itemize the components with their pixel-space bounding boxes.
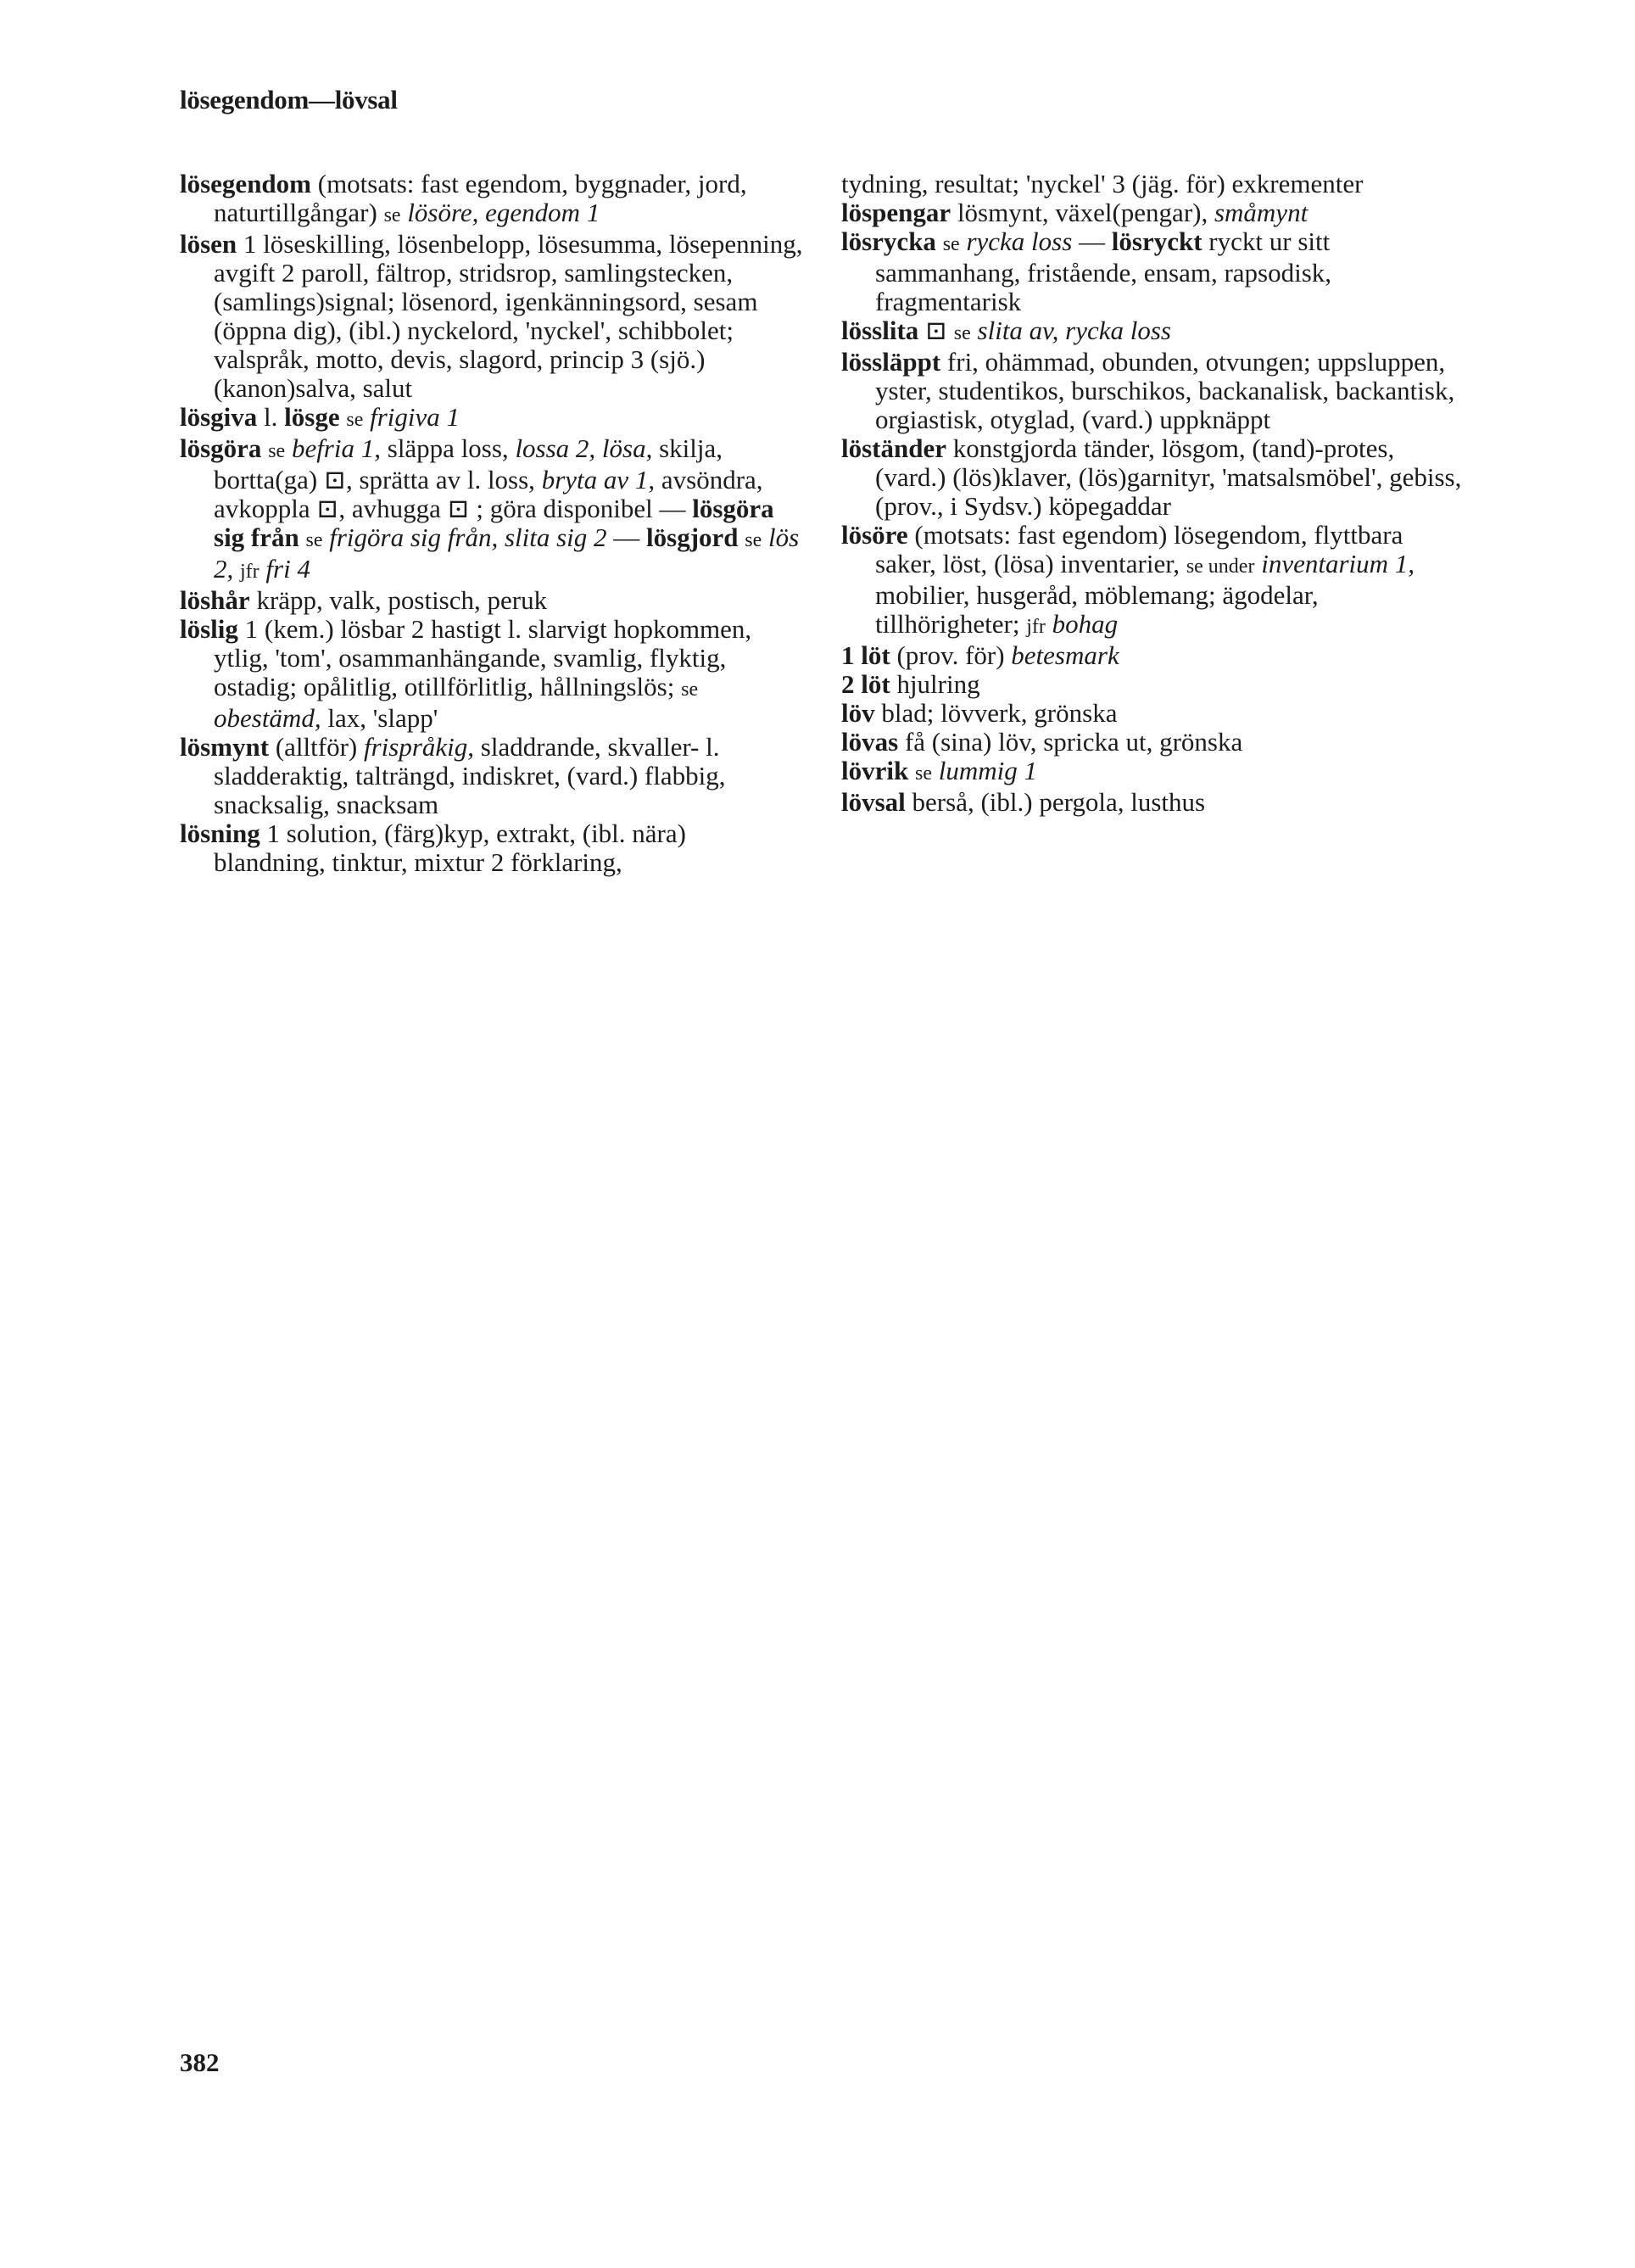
definition-text bbox=[971, 316, 978, 345]
italic-reference: lummig 1 bbox=[938, 756, 1037, 785]
definition-text: (alltför) bbox=[269, 732, 364, 762]
cross-reference-label: jfr bbox=[240, 561, 259, 583]
italic-reference: lös 2, bbox=[214, 522, 800, 584]
dictionary-entry bbox=[180, 586, 803, 615]
right-column bbox=[841, 170, 1465, 817]
definition-text: mobilier, husgeråd, möblemang; ägodelar, tillhörigheter; bbox=[875, 580, 1319, 639]
definition-text: (motsats: fast egendom) lösegendom, flyttbara saker, löst, (lösa) inventarier, bbox=[875, 520, 1403, 578]
dictionary-entry bbox=[180, 403, 803, 434]
italic-reference: lösöre, egendom 1 bbox=[407, 198, 600, 227]
definition-text: (prov. för) bbox=[890, 640, 1012, 670]
headword: lösmynt bbox=[180, 732, 270, 762]
definition-text: fri, ohämmad, obunden, otvungen; uppsluppen, yster, studentikos, burschikos, backanalisk, backantisk, orgiastisk, otyglad, (vard.) uppknäppt bbox=[875, 347, 1455, 434]
italic-reference: frispråkig, bbox=[363, 732, 475, 762]
dictionary-entry bbox=[841, 348, 1465, 434]
cross-reference-label: se bbox=[953, 322, 971, 344]
definition-text: konstgjorda tänder, lösgom, (tand)-protes, (vard.) (lös)klaver, (lös)garnityr, 'matsalsmöbel', gebiss, (prov., i Sydsv.) köpegaddar bbox=[875, 433, 1462, 521]
italic-reference: lossa 2, lösa, bbox=[515, 433, 653, 463]
headword: 1 löt bbox=[841, 640, 890, 670]
definition-text: ryckt ur sitt sammanhang, fristående, ensam, rapsodisk, fragmentarisk bbox=[875, 226, 1332, 316]
definition-text bbox=[936, 226, 943, 256]
definition-text: skilja, bortta(ga) ⊡, sprätta av l. loss, bbox=[214, 433, 723, 494]
headword: lösslita bbox=[841, 316, 919, 345]
headword: lövsal bbox=[841, 787, 906, 817]
italic-reference: obestämd, bbox=[214, 703, 321, 733]
headword: löv bbox=[841, 698, 875, 728]
headword: lösgjord bbox=[646, 522, 739, 552]
definition-text: släppa loss, bbox=[381, 433, 516, 463]
headword: lössläppt bbox=[841, 347, 941, 377]
dictionary-entry bbox=[841, 670, 1465, 699]
headword: lösgöra sig från bbox=[214, 494, 774, 552]
definition-text bbox=[1046, 609, 1052, 639]
cross-reference-label: se bbox=[268, 440, 286, 462]
dictionary-entry bbox=[841, 641, 1465, 670]
definition-text: ⊡ bbox=[918, 316, 954, 345]
headword: lösning bbox=[180, 818, 260, 848]
dictionary-entry bbox=[841, 227, 1465, 316]
dictionary-entry bbox=[180, 615, 803, 733]
italic-reference: befria 1, bbox=[291, 433, 381, 463]
italic-reference: bohag bbox=[1052, 609, 1119, 639]
italic-reference: inventarium 1, bbox=[1261, 549, 1415, 578]
headword: lösegendom bbox=[180, 169, 311, 198]
definition-text bbox=[932, 756, 939, 785]
definition-text: sladdrande, skvaller- l. sladderaktig, talträngd, indiskret, (vard.) flabbig, snacksalig, snacksam bbox=[214, 732, 726, 819]
definition-text: 1 solution, (färg)kyp, extrakt, (ibl. nära) blandning, tinktur, mixtur 2 förklaring, bbox=[214, 818, 686, 877]
dictionary-entry bbox=[841, 316, 1465, 348]
headword: lösöre bbox=[841, 520, 908, 550]
headword: löslig bbox=[180, 614, 238, 644]
dictionary-entry bbox=[841, 521, 1465, 641]
left-column bbox=[180, 170, 803, 877]
headword: 2 löt bbox=[841, 669, 890, 699]
definition-text bbox=[285, 433, 292, 463]
definition-text: kräpp, valk, postisch, peruk bbox=[249, 585, 548, 615]
headword: löshår bbox=[180, 585, 250, 615]
definition-text bbox=[908, 756, 915, 785]
cross-reference-label: se bbox=[681, 679, 699, 701]
italic-reference: småmynt bbox=[1214, 198, 1309, 227]
headword: lösryckt bbox=[1111, 226, 1203, 256]
definition-text bbox=[762, 522, 768, 552]
cross-reference-label: se bbox=[346, 409, 364, 431]
dictionary-entry bbox=[841, 434, 1465, 521]
definition-text: 1 löseskilling, lösenbelopp, lösesumma, lösepenning, avgift 2 paroll, fältrop, stridsrop, samlingstecken, (samlings)signal; lösenord, igenkänningsord, sesam (öppna dig), (ibl.) nyckelord, 'nyckel', schibbolet; valspråk, motto, devis, slagord, princip 3 (sjö.) (kanon)salva, salut bbox=[214, 229, 803, 403]
italic-reference: rycka loss bbox=[966, 226, 1073, 256]
definition-text: tydning, resultat; 'nyckel' 3 (jäg. för) exkrementer bbox=[841, 169, 1364, 198]
dictionary-entry bbox=[841, 170, 1465, 198]
definition-text: l. bbox=[257, 402, 285, 432]
definition-text bbox=[233, 554, 240, 584]
italic-reference: slita av, rycka loss bbox=[977, 316, 1171, 345]
cross-reference-label: se bbox=[942, 233, 960, 255]
italic-reference: fri 4 bbox=[265, 554, 310, 584]
definition-text: (motsats: fast egendom, byggnader, jord, naturtillgångar) bbox=[214, 169, 747, 227]
definition-text: få (sina) löv, spricka ut, grönska bbox=[898, 727, 1243, 757]
headword: lösge bbox=[284, 402, 340, 432]
dictionary-entry bbox=[180, 434, 803, 586]
definition-text: — bbox=[1072, 226, 1112, 256]
definition-text: hjulring bbox=[890, 669, 980, 699]
dictionary-entry bbox=[841, 699, 1465, 728]
headword: lövas bbox=[841, 727, 899, 757]
dictionary-entry bbox=[841, 788, 1465, 817]
dictionary-entry bbox=[180, 819, 803, 877]
headword: lövrik bbox=[841, 756, 909, 785]
cross-reference-label: se bbox=[383, 204, 401, 226]
cross-reference-label: se bbox=[305, 529, 323, 551]
dictionary-entry bbox=[180, 230, 803, 403]
definition-text bbox=[299, 522, 306, 552]
dictionary-entry bbox=[180, 170, 803, 230]
italic-reference: betesmark bbox=[1011, 640, 1119, 670]
definition-text: lax, 'slapp' bbox=[321, 703, 438, 733]
italic-reference: bryta av 1, bbox=[541, 465, 656, 494]
cross-reference-label: jfr bbox=[1026, 616, 1046, 638]
dictionary-entry bbox=[180, 733, 803, 819]
italic-reference: frigiva 1 bbox=[370, 402, 460, 432]
cross-reference-label: se bbox=[745, 529, 762, 551]
definition-text: lösmynt, växel(pengar), bbox=[951, 198, 1214, 227]
cross-reference-label: se under bbox=[1186, 556, 1255, 578]
dictionary-entry bbox=[841, 757, 1465, 788]
dictionary-entry bbox=[841, 198, 1465, 227]
definition-text bbox=[363, 402, 370, 432]
running-head: lösegendom—lövsal bbox=[180, 85, 398, 115]
definition-text: berså, (ibl.) pergola, lusthus bbox=[905, 787, 1206, 817]
headword: löspengar bbox=[841, 198, 951, 227]
italic-reference: frigöra sig från, slita sig 2 bbox=[329, 522, 607, 552]
definition-text: blad; lövverk, grönska bbox=[874, 698, 1118, 728]
headword: lösrycka bbox=[841, 226, 936, 256]
definition-text: — bbox=[606, 522, 647, 552]
page-number: 382 bbox=[180, 2047, 220, 2077]
definition-text: 1 (kem.) lösbar 2 hastigt l. slarvigt hopkommen, ytlig, 'tom', osammanhängande, svamlig, flyktig, ostadig; opålitlig, otillförlitlig, hållningslös; bbox=[214, 614, 752, 701]
headword: löständer bbox=[841, 433, 946, 463]
headword: lösgiva bbox=[180, 402, 258, 432]
headword: lösen bbox=[180, 229, 237, 259]
definition-text: avsöndra, avkoppla ⊡, avhugga ⊡ ; göra disponibel — bbox=[214, 465, 763, 523]
dictionary-entry bbox=[841, 728, 1465, 757]
cross-reference-label: se bbox=[914, 763, 932, 785]
headword: lösgöra bbox=[180, 433, 262, 463]
